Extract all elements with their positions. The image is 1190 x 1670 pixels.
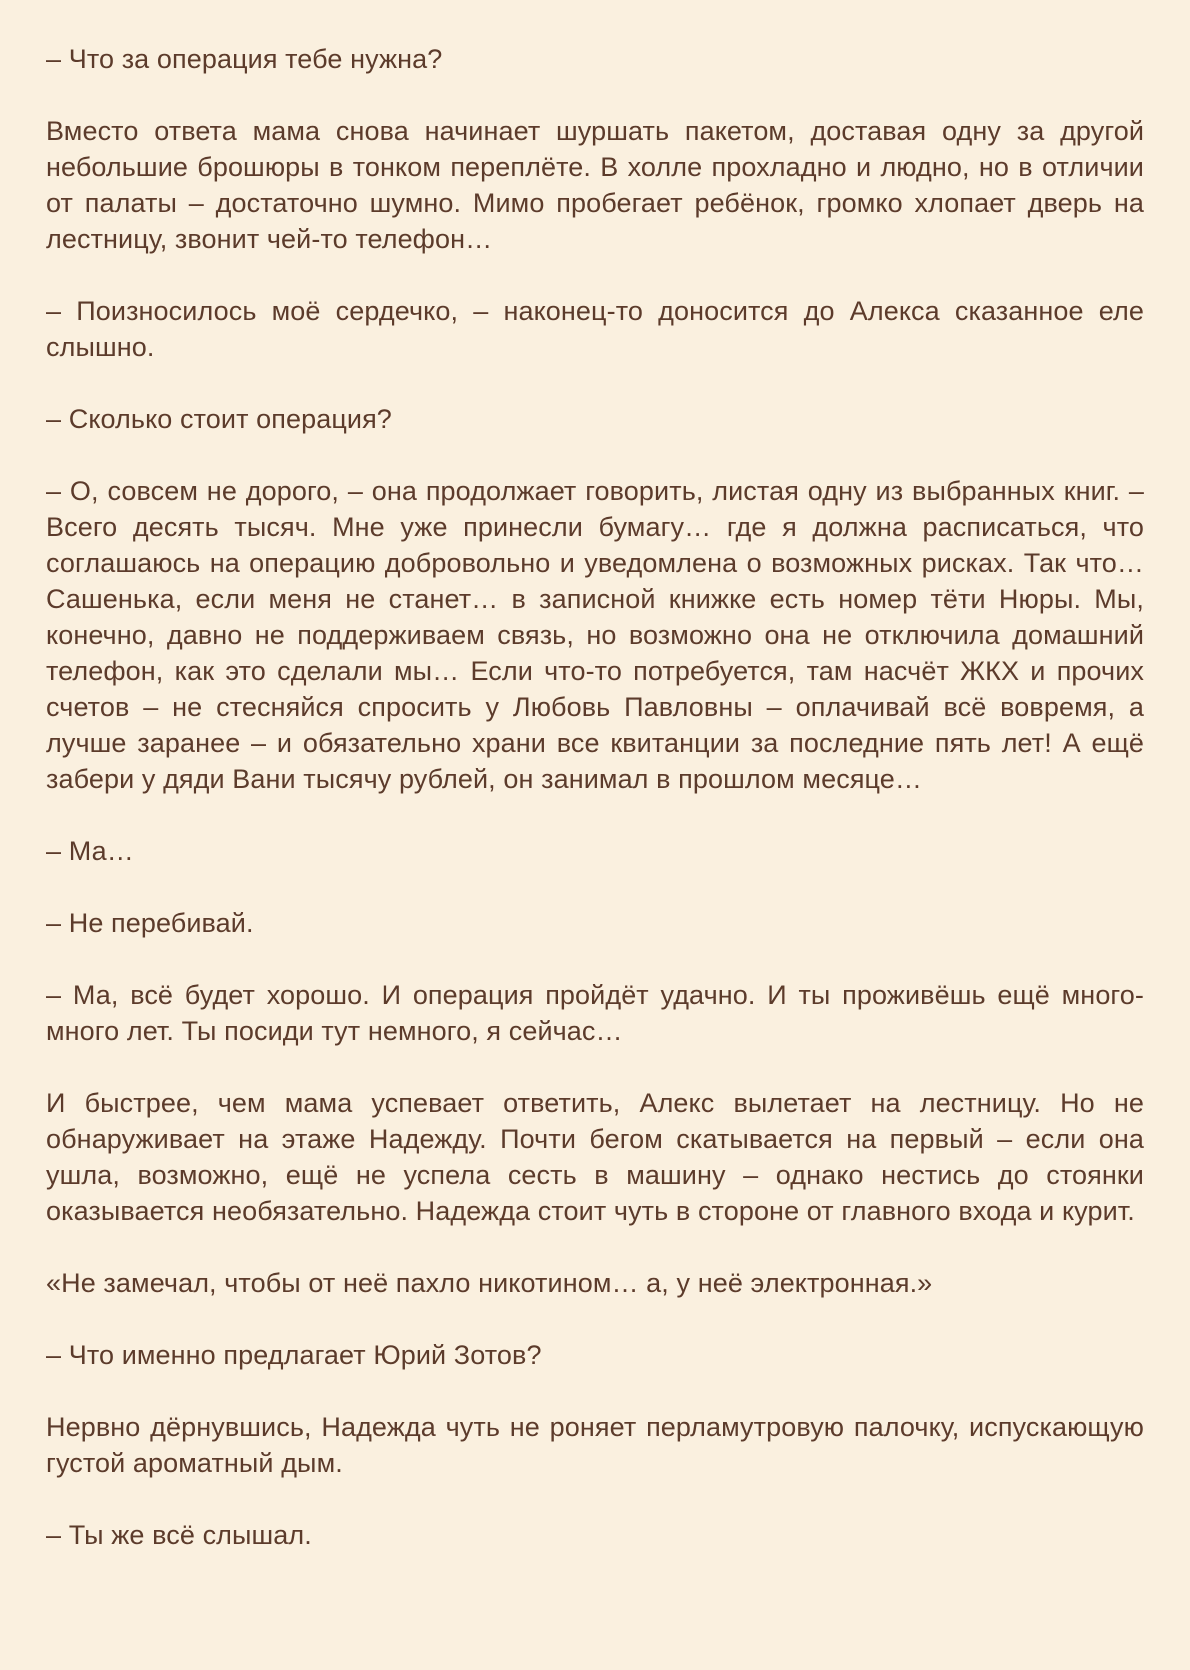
paragraph: – Сколько стоит операция?	[46, 404, 392, 434]
paragraph: – Ма…	[46, 836, 134, 866]
paragraph: – Что за операция тебе нужна?	[46, 44, 443, 74]
paragraph: – Ма, всё будет хорошо. И операция пройдёт удачно. И ты проживёшь ещё много-много лет. Ты посиди тут немного, я сейчас…	[46, 980, 1144, 1046]
paragraph: И быстрее, чем мама успевает ответить, Алекс вылетает на лестницу. Но не обнаруживает на этаже Надежду. Почти бегом скатывается на первый – если она ушла, возможно, ещё не успела сесть в машину – однако нестись до стоянки оказывается необязательно. Надежда стоит чуть в стороне от главного входа и курит.	[46, 1088, 1144, 1226]
paragraph: – Что именно предлагает Юрий Зотов?	[46, 1340, 542, 1370]
paragraph: Вместо ответа мама снова начинает шуршать пакетом, доставая одну за другой небольшие брошюры в тонком переплёте. В холле прохладно и людно, но в отличии от палаты – достаточно шумно. Мимо пробегает ребёнок, громко хлопает дверь на лестницу, звонит чей-то телефон…	[46, 116, 1144, 254]
paragraph: – Ты же всё слышал.	[46, 1520, 312, 1550]
paragraph: Нервно дёрнувшись, Надежда чуть не роняет перламутровую палочку, испускающую густой ароматный дым.	[46, 1412, 1144, 1478]
paragraph: – О, совсем не дорого, – она продолжает говорить, листая одну из выбранных книг. – Всего десять тысяч. Мне уже принесли бумагу… где я должна расписаться, что соглашаюсь на операцию добровольно и уведомлена о возможных рисках. Так что… Сашенька, если меня не станет… в записной книжке есть номер тёти Нюры. Мы, конечно, давно не поддерживаем связь, но возможно она не отключила домашний телефон, как это сделали мы… Если что-то потребуется, там насчёт ЖКХ и прочих счетов – не стесняйся спросить у Любовь Павловны – оплачивай всё вовремя, а лучше заранее – и обязательно храни все квитанции за последние пять лет! А ещё забери у дяди Вани тысячу рублей, он занимал в прошлом месяце…	[46, 476, 1144, 794]
paragraph: – Не перебивай.	[46, 908, 254, 938]
paragraph: «Не замечал, чтобы от неё пахло никотином… а, у неё электронная.»	[46, 1268, 933, 1298]
paragraph: – Поизносилось моё сердечко, – наконец-то доносится до Алекса сказанное еле слышно.	[46, 296, 1144, 362]
